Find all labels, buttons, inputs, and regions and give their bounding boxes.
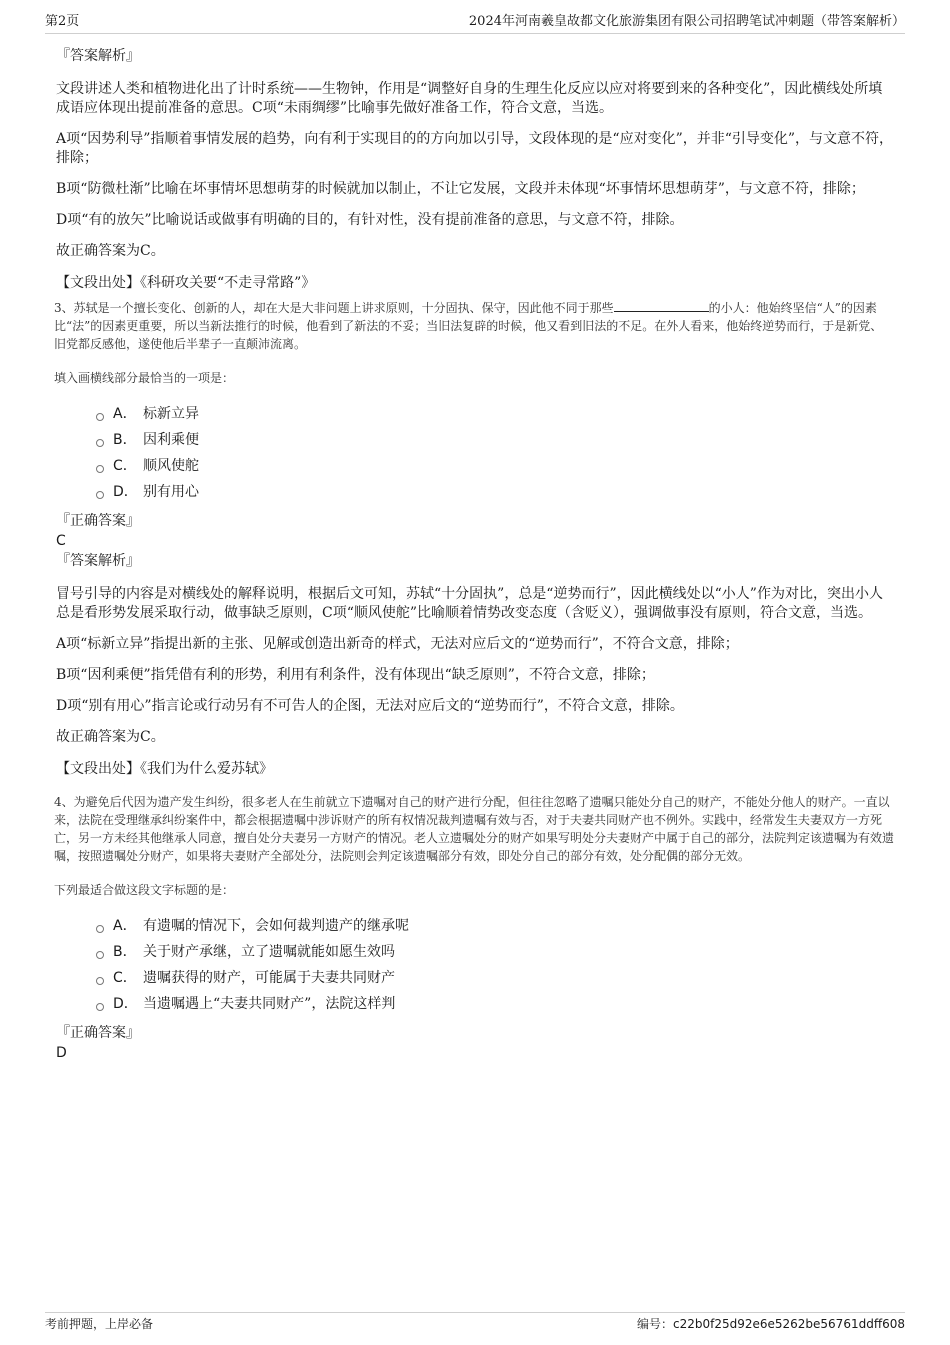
question-prompt: 下列最适合做这段文字标题的是： xyxy=(54,883,235,897)
option-c[interactable]: C． 顺风使舵 xyxy=(96,453,894,479)
options-list xyxy=(56,401,894,505)
option-d[interactable]: D． 别有用心 xyxy=(96,479,894,505)
page-number: 第2页 xyxy=(45,14,80,29)
document-title: 2024年河南羲皇故都文化旅游集团有限公司招聘笔试冲刺题（带答案解析） xyxy=(468,14,905,29)
option-b[interactable]: B． 关于财产承继，立了遗嘱就能如愿生效吗 xyxy=(96,939,894,965)
correct-answer: C xyxy=(56,533,66,549)
answer-blank xyxy=(614,297,709,312)
options-list xyxy=(56,913,894,1017)
option-b[interactable]: B． 因利乘便 xyxy=(96,427,894,453)
footer-slogan: 考前押题，上岸必备 xyxy=(45,1317,154,1331)
question-stem: 4、为避免后代因为遗产发生纠纷，很多老人在生前就立下遗嘱对自己的财产进行分配，但往往忽略了遗嘱只能处分自己的财产，不能处分他人的财产。一直以来，法院在受理继承纠纷案件中，都会根据遗嘱中涉诉财产的所有权情况裁判遗嘱有效与否，对于夫妻共同财产也不例外。实践中，经常发生夫妻双方一方死亡，另一方未经其他继承人同意，擅自处分夫妻另一方财产的情况。老人立遗嘱处分的财产如果写明处分夫妻财产中属于自己的部分，法院判定该遗嘱为有效遗嘱，按照遗嘱处分财产，如果将夫妻财产全部处分，法院则会判定该遗嘱部分有效，即处分自己的部分有效，处分配偶的部分无效。 xyxy=(54,795,895,863)
radio-icon[interactable] xyxy=(96,491,104,499)
radio-icon[interactable] xyxy=(96,465,104,473)
source-citation: 【文段出处】《科研攻关要“不走寻常路”》 xyxy=(56,275,316,291)
analysis-paragraph: A项“因势利导”指顺着事情发展的趋势，向有利于实现目的的方向加以引导，文段体现的是“应对变化”，并非“引导变化”，与文意不符，排除； xyxy=(56,131,894,166)
radio-icon[interactable] xyxy=(96,439,104,447)
analysis-paragraph: A项“标新立异”指提出新的主张、见解或创造出新奇的样式，无法对应后文的“逆势而行”，不符合文意，排除； xyxy=(56,636,739,652)
correct-answer-label: 『正确答案』 xyxy=(56,1025,140,1041)
correct-answer-label: 『正确答案』 xyxy=(56,513,140,529)
document-id: 编号：c22b0f25d92e6e5262be56761ddff608 xyxy=(636,1317,905,1331)
page-content xyxy=(56,46,894,1063)
radio-icon[interactable] xyxy=(96,925,104,933)
option-a[interactable]: A． 标新立异 xyxy=(96,401,894,427)
analysis-label: 『答案解析』 xyxy=(56,48,140,64)
analysis-paragraph: 文段讲述人类和植物进化出了计时系统——生物钟，作用是“调整好自身的生理生化反应以应对将要到来的各种变化”，因此横线处所填成语应体现出提前准备的意思。C项“未雨绸缪”比喻事先做好准备工作，符合文意，当选。 xyxy=(56,81,883,116)
radio-icon[interactable] xyxy=(96,977,104,985)
analysis-paragraph: D项“别有用心”指言论或行动另有不可告人的企图，无法对应后文的“逆势而行”，不符合文意，排除。 xyxy=(56,698,684,714)
analysis-paragraph: 冒号引导的内容是对横线处的解释说明，根据后文可知，苏轼“十分固执”，总是“逆势而行”，因此横线处以“小人”作为对比，突出小人总是看形势发展采取行动，做事缺乏原则，C项“顺风使舵”比喻顺着情势改变态度（含贬义），强调做事没有原则，符合文意，当选。 xyxy=(56,586,883,621)
correct-answer: D xyxy=(56,1045,67,1061)
analysis-conclusion: 故正确答案为C。 xyxy=(56,729,165,745)
analysis-conclusion: 故正确答案为C。 xyxy=(56,243,165,259)
radio-icon[interactable] xyxy=(96,951,104,959)
option-c[interactable]: C． 遗嘱获得的财产，可能属于夫妻共同财产 xyxy=(96,965,894,991)
page-header xyxy=(45,13,905,34)
question-stem: 3、苏轼是一个擅长变化、创新的人，却在大是大非问题上讲求原则，十分固执、保守，因此他不同于那些 的小人：他始终坚信“人”的因素比“法”的因素更重要，所以当新法推行的时候，他看到了新法的不妥；当旧法复辟的时候，他又看到旧法的不足。在外人看来，他始终逆势而行，于是新党、旧党都反感他，遂使他后半辈子一直颠沛流离。 xyxy=(54,297,894,353)
analysis-label: 『答案解析』 xyxy=(56,553,140,569)
page-footer xyxy=(45,1312,905,1337)
analysis-paragraph: B项“因利乘便”指凭借有利的形势，利用有利条件，没有体现出“缺乏原则”，不符合文意，排除； xyxy=(56,667,655,683)
question-prompt: 填入画横线部分最恰当的一项是： xyxy=(54,371,235,385)
radio-icon[interactable] xyxy=(96,413,104,421)
option-d[interactable]: D． 当遗嘱遇上“夫妻共同财产”，法院这样判 xyxy=(96,991,894,1017)
analysis-paragraph: B项“防微杜渐”比喻在坏事情坏思想萌芽的时候就加以制止，不让它发展，文段并未体现“坏事情坏思想萌芽”，与文意不符，排除； xyxy=(56,181,865,197)
analysis-paragraph: D项“有的放矢”比喻说话或做事有明确的目的，有针对性，没有提前准备的意思，与文意不符，排除。 xyxy=(56,212,684,228)
source-citation: 【文段出处】《我们为什么爱苏轼》 xyxy=(56,761,273,777)
radio-icon[interactable] xyxy=(96,1003,104,1011)
option-a[interactable]: A． 有遗嘱的情况下，会如何裁判遗产的继承呢 xyxy=(96,913,894,939)
